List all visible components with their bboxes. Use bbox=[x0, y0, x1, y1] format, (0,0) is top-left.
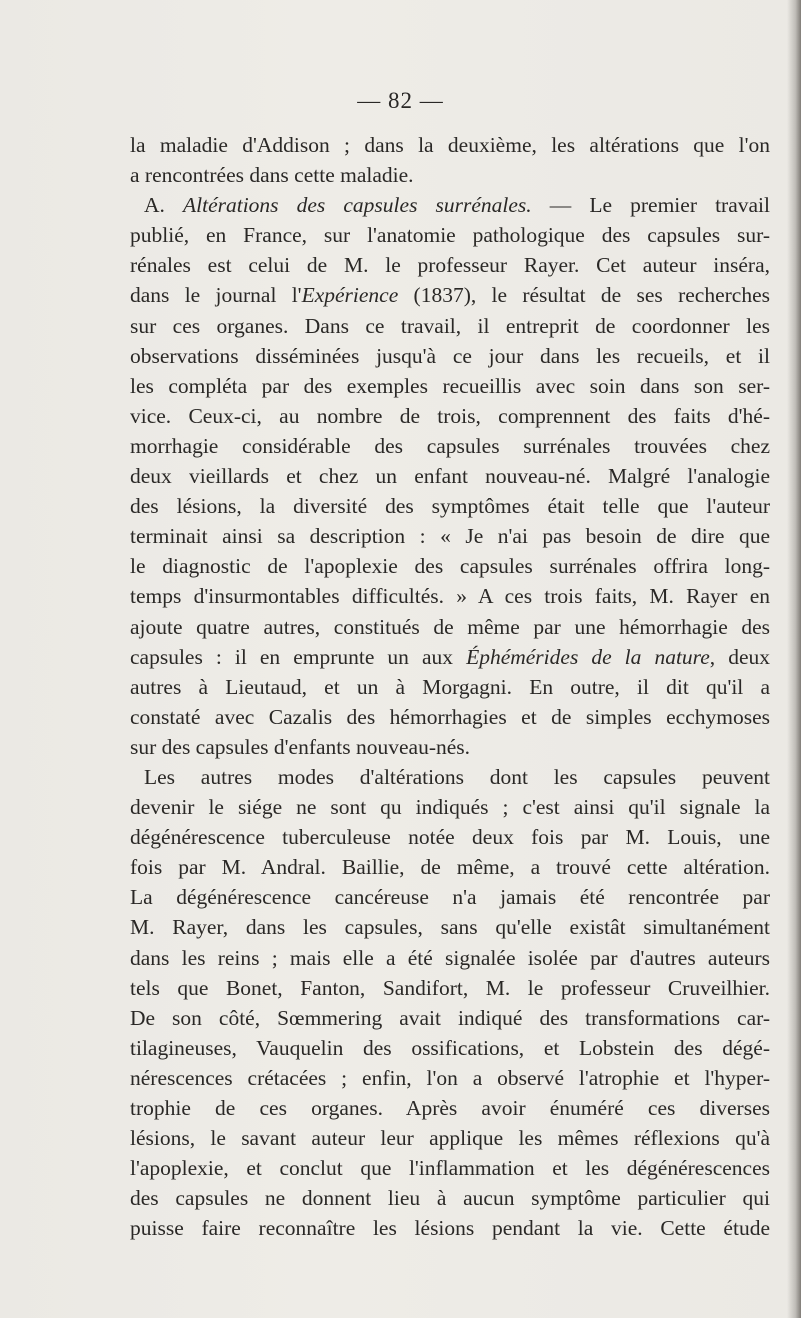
text-line: fois par M. Andral. Baillie, de même, a trouvé cette altération. bbox=[130, 855, 770, 880]
text-line: M. Rayer, dans les capsules, sans qu'elle existât simultanément bbox=[130, 915, 770, 940]
text-line: dans le journal l'Expérience (1837), le résultat de ses recherches bbox=[130, 283, 770, 308]
text-line: De son côté, Sœmmering avait indiqué des transformations car- bbox=[130, 1005, 770, 1030]
text-line: a rencontrées dans cette maladie. bbox=[130, 163, 414, 188]
text-line: nérescences crétacées ; enfin, l'on a observé l'atrophie et l'hyper- bbox=[130, 1065, 770, 1090]
text-line: des lésions, la diversité des symptômes était telle que l'auteur bbox=[130, 494, 770, 519]
text-line: vice. Ceux-ci, au nombre de trois, comprennent des faits d'hé- bbox=[130, 403, 770, 428]
text-line: morrhagie considérable des capsules surrénales trouvées chez bbox=[130, 433, 770, 458]
text-line: trophie de ces organes. Après avoir énuméré ces diverses bbox=[130, 1096, 770, 1120]
text-line: autres à Lieutaud, et un à Morgagni. En outre, il dit qu'il a bbox=[130, 674, 770, 699]
text-line: lésions, le savant auteur leur applique les mêmes réflexions qu'à bbox=[130, 1126, 770, 1151]
text-line: rénales est celui de M. le professeur Rayer. Cet auteur inséra, bbox=[130, 253, 770, 278]
text-line: constaté avec Cazalis des hémorrhagies et de simples ecchymoses bbox=[130, 704, 770, 729]
text-line: Les autres modes d'altérations dont les capsules peuvent bbox=[144, 764, 770, 789]
page-number-header: — 82 — bbox=[357, 88, 444, 113]
text-line: publié, en France, sur l'anatomie pathologique des capsules sur- bbox=[130, 223, 770, 248]
text-line: terminait ainsi sa description : « Je n'ai pas besoin de dire que bbox=[130, 524, 770, 549]
text-line: ajoute quatre autres, constitués de même par une hémorrhagie des bbox=[130, 614, 770, 639]
text-line: observations disséminées jusqu'à ce jour dans les recueils, et il bbox=[130, 343, 770, 368]
text-line: tels que Bonet, Fanton, Sandifort, M. le professeur Cruveilhier. bbox=[130, 975, 770, 1000]
section-heading-line: A. Altérations des capsules surrénales. — Le premier travail bbox=[144, 193, 770, 218]
text-line: temps d'insurmontables difficultés. » A ces trois faits, M. Rayer en bbox=[130, 584, 770, 609]
text-line: les compléta par des exemples recueillis avec soin dans son ser- bbox=[130, 373, 770, 398]
text-line: sur ces organes. Dans ce travail, il entreprit de coordonner les bbox=[130, 313, 770, 338]
body-text bbox=[130, 130, 770, 1243]
text-line: La dégénérescence cancéreuse n'a jamais été rencontrée par bbox=[130, 885, 770, 910]
page-edge-shadow bbox=[787, 0, 801, 1318]
text-line: dégénérescence tuberculeuse notée deux fois par M. Louis, une bbox=[130, 825, 770, 850]
text-line: tilagineuses, Vauquelin des ossifications, et Lobstein des dégé- bbox=[130, 1035, 770, 1060]
text-line: capsules : il en emprunte un aux Éphémérides de la nature, deux bbox=[130, 644, 770, 669]
text-line: deux vieillards et chez un enfant nouveau-né. Malgré l'analogie bbox=[130, 464, 770, 489]
text-line: puisse faire reconnaître les lésions pendant la vie. Cette étude bbox=[130, 1216, 770, 1241]
text-line: sur des capsules d'enfants nouveau-nés. bbox=[130, 734, 471, 759]
text-line: devenir le siége ne sont qu indiqués ; c'est ainsi qu'il signale la bbox=[130, 795, 770, 820]
text-line: le diagnostic de l'apoplexie des capsules surrénales offrira long- bbox=[130, 554, 770, 579]
text-line: la maladie d'Addison ; dans la deuxième, les altérations que l'on bbox=[130, 133, 770, 157]
text-line: dans les reins ; mais elle a été signalée isolée par d'autres auteurs bbox=[130, 945, 770, 970]
text-line: l'apoplexie, et conclut que l'inflammation et les dégénérescences bbox=[130, 1156, 770, 1181]
text-line: des capsules ne donnent lieu à aucun symptôme particulier qui bbox=[130, 1186, 770, 1211]
